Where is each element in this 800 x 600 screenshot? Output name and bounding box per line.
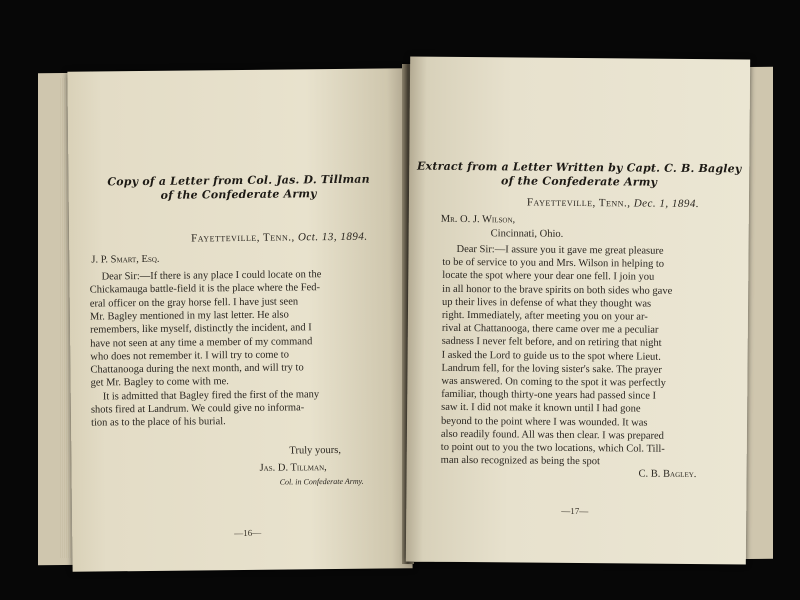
left-body-line: Chattanooga during the next month, and will try to xyxy=(90,362,304,376)
right-body-line: locate the spot where your dear one fell. I join you xyxy=(442,270,655,284)
right-addressee: Mr. O. J. Wilson, xyxy=(440,213,516,226)
right-folio: —17— xyxy=(561,505,589,517)
left-body-line: who does not remember it. I will try to come to xyxy=(90,349,290,363)
right-body-line: to point out to you the two locations, which Col. Till- xyxy=(440,441,665,455)
right-dateline-date: Dec. 1, 1894. xyxy=(633,197,700,211)
right-body-line: in all honor to the brave spirits on both sides who gave xyxy=(442,283,673,297)
right-body-line: man also recognized as being the spot xyxy=(440,454,600,468)
left-body-line: Chickamauga battle-field it is the place where the Fed- xyxy=(89,282,321,296)
left-signature: Jas. D. Tillman, xyxy=(259,462,327,474)
right-heading-line2: of the Confederate Army xyxy=(501,174,658,189)
left-body-line: It is admitted that Bagley fired the first of the many xyxy=(102,388,320,403)
left-signature-title: Col. in Confederate Army. xyxy=(279,476,364,487)
right-body-line: to be of service to you and Mrs. Wilson in helping to xyxy=(442,257,665,270)
open-book xyxy=(30,50,770,565)
left-body-line: eral officer on the gray horse fell. I have just seen xyxy=(89,295,299,310)
left-body-line: Dear Sir:—If there is any place I could locate on the xyxy=(101,269,322,283)
left-body-line: shots fired at Landrum. We could give no informa- xyxy=(90,402,305,416)
right-body-line: Landrum fell, for the loving sister's sake. The prayer xyxy=(441,362,662,376)
left-body-line: tion as to the place of his burial. xyxy=(91,416,226,429)
right-body-line: sadness I never felt before, and on retiring that night xyxy=(441,336,662,350)
left-body-line: Mr. Bagley mentioned in my last letter. He also xyxy=(89,309,289,323)
right-body-line: Dear Sir:—I assure you it gave me great pleasure xyxy=(456,243,664,257)
right-heading xyxy=(409,160,749,191)
right-signature: C. B. Bagley. xyxy=(638,468,697,481)
left-body-line: remembers, like myself, distinctly the incident, and I xyxy=(90,322,312,336)
right-body-line: familiar, though thirty-one years had passed since I xyxy=(441,388,657,402)
right-body-line: I asked the Lord to guide us to the spot where Lieut. xyxy=(441,349,661,363)
left-folio: —16— xyxy=(234,527,262,539)
right-body-line: also readily found. All was then clear. I was prepared xyxy=(440,428,665,442)
left-page xyxy=(67,68,412,572)
left-dateline-date: Oct. 13, 1894. xyxy=(297,230,368,244)
right-heading-line1: Extract from a Letter Written by Capt. C. B. Bagley xyxy=(416,159,742,176)
right-body-line: up their lives in defense of what they thought was xyxy=(442,296,652,310)
left-heading-line1: Copy of a Letter from Col. Jas. D. Tillman xyxy=(107,172,370,189)
left-addressee: J. P. Smart, Esq. xyxy=(91,253,160,266)
right-dateline-place: Fayetteville, Tenn., xyxy=(526,196,631,210)
right-page xyxy=(406,57,750,565)
left-heading-line2: of the Confederate Army xyxy=(160,187,317,202)
right-body-line: rival at Chattanooga, there came over me a peculiar xyxy=(441,323,659,336)
right-body-line: saw it. I did not make it known until I had gone xyxy=(441,402,641,415)
left-closing: Truly yours, xyxy=(289,444,341,457)
left-dateline-place: Fayetteville, Tenn., xyxy=(191,231,295,245)
right-body-line: beyond to the point where I was wounded. It was xyxy=(440,415,648,429)
left-dateline xyxy=(191,231,368,245)
right-dateline xyxy=(527,197,699,211)
right-addressee-city: Cincinnati, Ohio. xyxy=(490,228,564,240)
right-body-line: right. Immediately, after meeting you on your ar- xyxy=(441,309,648,323)
left-body-line: get Mr. Bagley to come with me. xyxy=(90,376,229,389)
left-heading xyxy=(68,172,408,204)
right-body-line: was answered. On coming to the spot it was perfectly xyxy=(441,375,666,389)
left-body-line: have not seen at any time a member of my command xyxy=(90,335,313,350)
